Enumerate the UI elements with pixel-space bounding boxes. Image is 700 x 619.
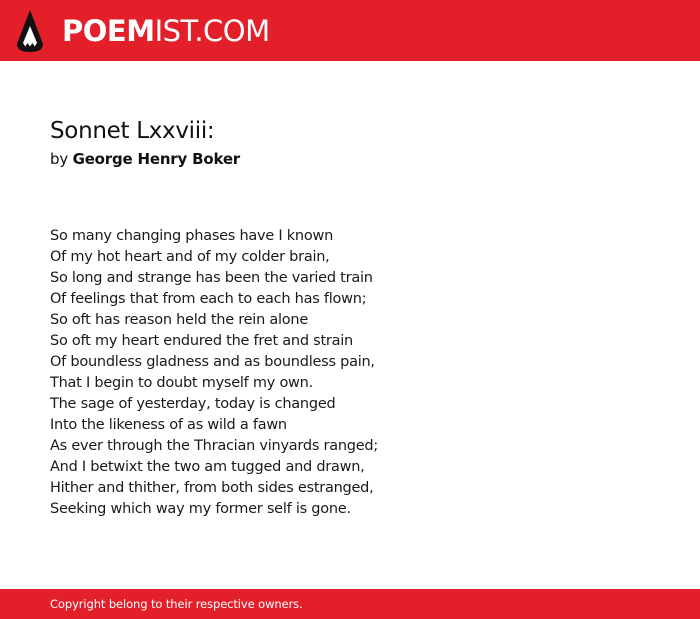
site-header <box>0 0 700 61</box>
poem-line: So oft has reason held the rein alone <box>50 312 309 328</box>
byline-prefix: by <box>50 150 68 168</box>
poem-line: Hither and thither, from both sides estranged, <box>50 480 374 496</box>
poem-line: Seeking which way my former self is gone. <box>50 501 351 517</box>
poem-line: That I begin to doubt myself my own. <box>50 375 313 391</box>
logo-text-bold: POEM <box>62 13 155 48</box>
poem-line: Of my hot heart and of my colder brain, <box>50 249 330 265</box>
poem-line: Of boundless gladness and as boundless pain, <box>50 354 375 370</box>
poem-body <box>50 226 650 520</box>
logo-text-light: IST.COM <box>154 13 270 48</box>
poem-line: So long and strange has been the varied train <box>50 270 373 286</box>
poem-line: As ever through the Thracian vinyards ranged; <box>50 438 378 454</box>
site-logo-text <box>62 13 270 48</box>
site-footer <box>0 589 700 619</box>
poem-line: And I betwixt the two am tugged and drawn, <box>50 459 365 475</box>
poem-line: The sage of yesterday, today is changed <box>50 396 336 412</box>
poem-line: So oft my heart endured the fret and strain <box>50 333 353 349</box>
poem-line: So many changing phases have I known <box>50 228 334 244</box>
site-logo-link[interactable] <box>17 9 270 53</box>
poem-line: Into the likeness of as wild a fawn <box>50 417 287 433</box>
poem-title: Sonnet Lxxviii: <box>50 118 215 144</box>
poem-line: Of feelings that from each to each has flown; <box>50 291 367 307</box>
author-link[interactable]: George Henry Boker <box>72 150 240 168</box>
poem-byline <box>50 149 650 169</box>
pencil-tip-icon <box>17 10 43 52</box>
poem-content <box>50 115 650 520</box>
copyright-text: Copyright belong to their respective owners. <box>50 597 303 611</box>
